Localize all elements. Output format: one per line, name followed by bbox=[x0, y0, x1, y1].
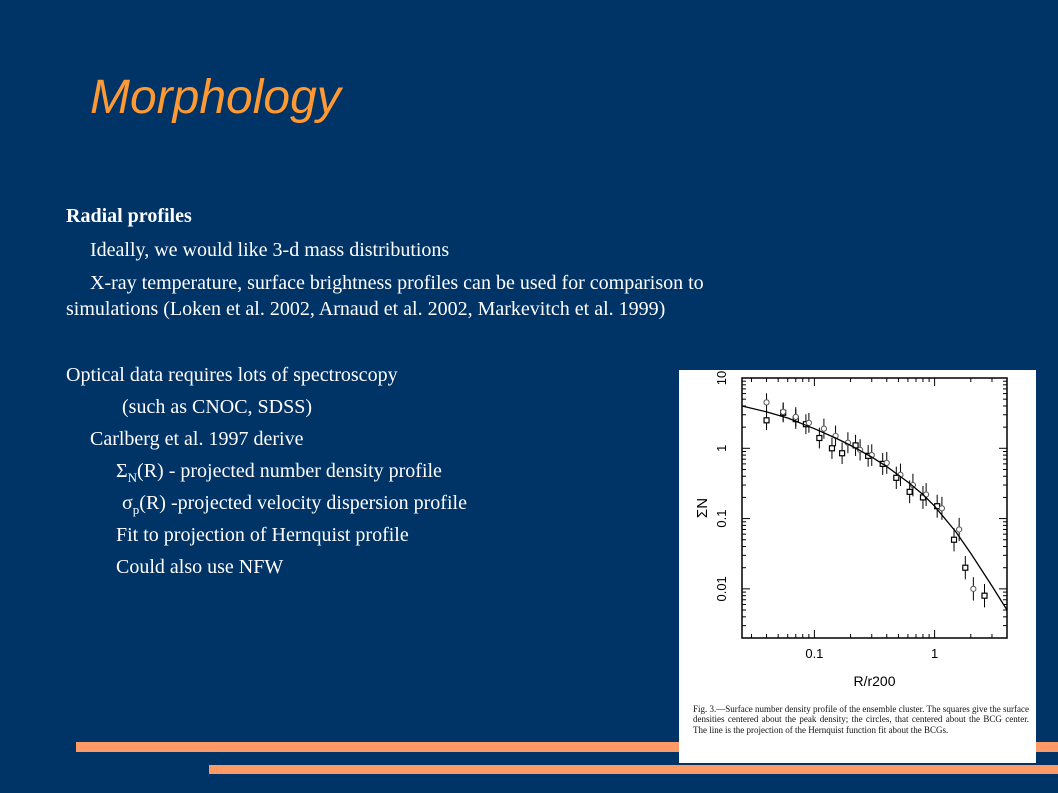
y-tick-label: 1 bbox=[714, 444, 729, 452]
circle-point bbox=[821, 426, 826, 431]
hernquist-fit-line bbox=[742, 406, 1007, 610]
y-tick-label: 0.1 bbox=[714, 509, 729, 528]
circle-point bbox=[971, 586, 976, 591]
lower-sigma-subscript: p bbox=[132, 502, 140, 517]
paragraph-carlberg: Carlberg et al. 1997 derive bbox=[90, 428, 304, 450]
paragraph-xray-line2: simulations (Loken et al. 2002, Arnaud et al. 2002, Markevitch et al. 1999) bbox=[66, 298, 666, 320]
number-density-text: (R) - projected number density profile bbox=[137, 460, 442, 482]
circle-point bbox=[781, 409, 786, 414]
circle-point bbox=[806, 420, 811, 425]
y-axis-label: ΣN bbox=[694, 497, 711, 519]
sigma-symbol: Σ bbox=[116, 460, 128, 482]
y-tick-label: 10 bbox=[714, 370, 729, 386]
square-point bbox=[764, 418, 769, 423]
x-tick-label: 1 bbox=[930, 646, 939, 661]
square-point bbox=[963, 565, 968, 570]
sigma-subscript: N bbox=[127, 470, 138, 485]
figure-caption: Fig. 3.—Surface number density profile of the ensemble cluster. The squares give the surface densities centered about the peak density; the circles, that centered about the BCG center. The line is the projection of the Hernquist function fit about the BCGs. bbox=[693, 704, 1029, 735]
circle-point bbox=[764, 400, 769, 405]
bullet-nfw: Could also use NFW bbox=[116, 556, 284, 578]
square-point bbox=[840, 451, 845, 456]
plot-frame bbox=[742, 378, 1007, 638]
section-heading: Radial profiles bbox=[66, 205, 192, 227]
density-profile-chart bbox=[679, 370, 1036, 700]
circle-point bbox=[793, 414, 798, 419]
figure-panel bbox=[679, 370, 1036, 763]
paragraph-xray-line1: X-ray temperature, surface brightness profiles can be used for comparison to bbox=[90, 272, 704, 294]
slide-title: Morphology bbox=[90, 71, 341, 124]
paragraph-ideally: Ideally, we would like 3-d mass distributions bbox=[90, 239, 450, 261]
square-point bbox=[952, 537, 957, 542]
square-point bbox=[907, 489, 912, 494]
decorative-bar-bottom bbox=[209, 765, 1058, 774]
paragraph-surveys: (such as CNOC, SDSS) bbox=[122, 396, 313, 418]
lower-sigma-symbol: σ bbox=[122, 492, 133, 514]
velocity-dispersion-text: (R) -projected velocity dispersion profile bbox=[139, 492, 467, 514]
square-point bbox=[829, 446, 834, 451]
y-tick-label: 0.01 bbox=[714, 576, 729, 602]
x-tick-label: 0.1 bbox=[805, 646, 824, 661]
circle-point bbox=[957, 527, 962, 532]
bullet-number-density bbox=[116, 460, 442, 486]
square-point bbox=[982, 593, 987, 598]
square-point bbox=[817, 436, 822, 441]
circle-point bbox=[939, 506, 944, 511]
x-axis-label: R/r200 bbox=[853, 673, 896, 689]
bullet-hernquist: Fit to projection of Hernquist profile bbox=[116, 524, 409, 546]
paragraph-optical: Optical data requires lots of spectroscopy bbox=[66, 364, 398, 386]
bullet-velocity-dispersion bbox=[122, 492, 467, 518]
